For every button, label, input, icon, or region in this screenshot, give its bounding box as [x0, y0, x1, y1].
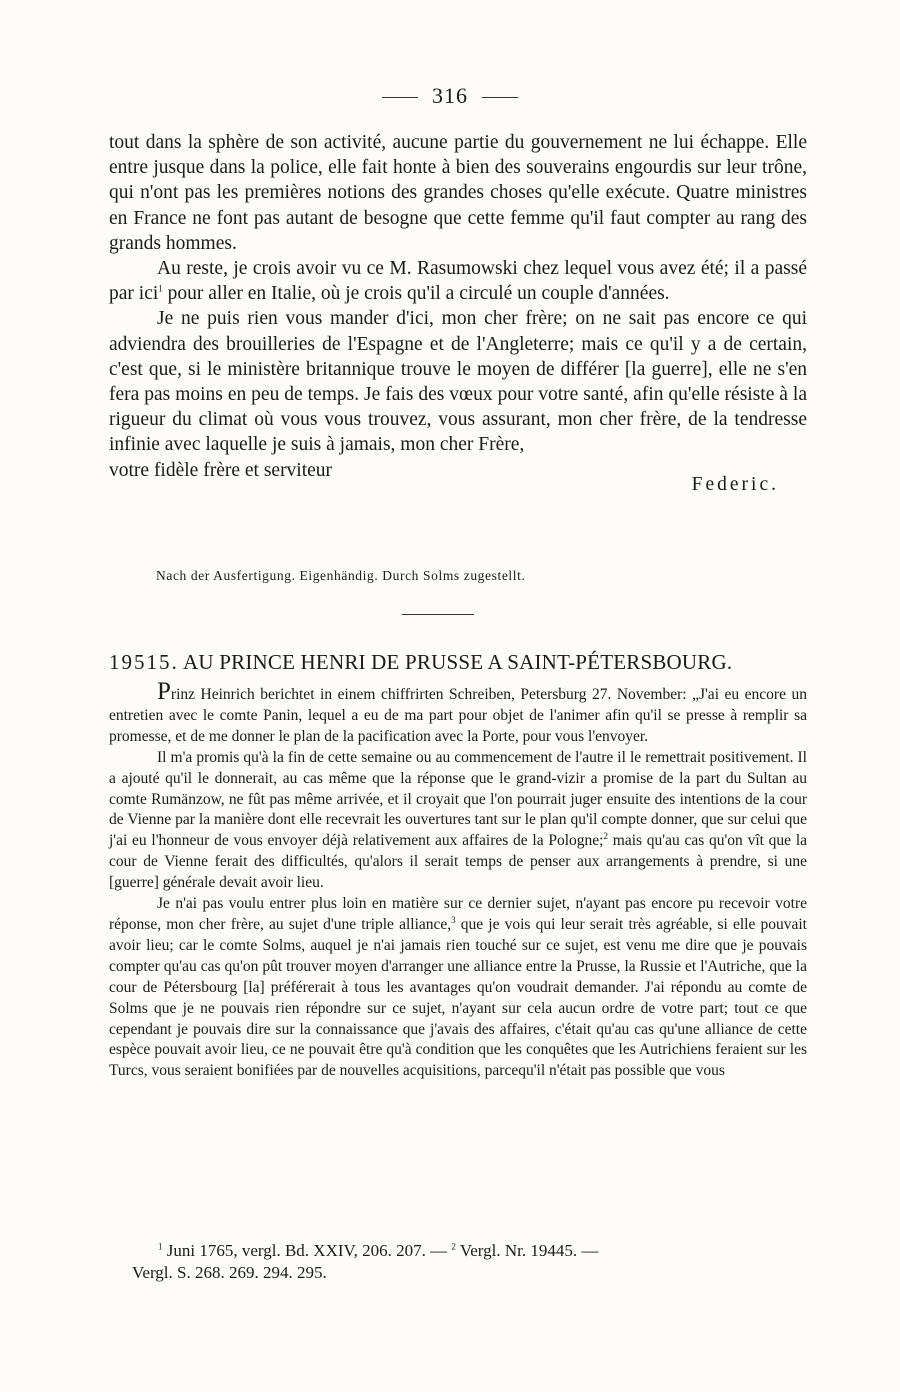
- report-paragraph-3-text-a: Je n'ai pas voulu entrer plus loin en matière sur ce dernier sujet, n'ayant pas encore pu recevoir votre réponse, mon cher frère, au sujet d'une triple alliance,: [109, 895, 807, 933]
- document-number: 19515.: [109, 650, 179, 674]
- footnote-mark: 2: [451, 1241, 456, 1252]
- footnote-mark: 2: [603, 831, 608, 842]
- footnotes: [132, 1240, 812, 1284]
- report-body: [109, 678, 808, 1082]
- report-paragraph-2-text-a: Il m'a promis qu'à la fin de cette semaine ou au commencement de l'autre il le remettrait positivement. Il a ajouté qu'il le donnerait, au cas même que la réponse que le grand-vizir a promise de la part du Sultan au comte Rumänzow, ne fût pas même arrivée, et il croyait que l'on pourrait juger ensuite des intentions de la cour de Vienne par la manière dont elle recevrait les ouvertures tant sur le plan qu'il compte donner, que sur celui que j'ai eu l'honneur de vous envoyer déjà relativement aux affaires de la Pologne;: [109, 748, 807, 850]
- header-dash-right: [482, 97, 518, 98]
- letter-paragraph-2-text-a: Au reste, je crois avoir vu ce M. Rasumowski chez lequel vous avez été; il a passé par ici: [109, 258, 807, 305]
- footnote-mark: 1: [158, 1241, 163, 1252]
- section-separator: [402, 614, 474, 615]
- report-paragraph-3: [109, 894, 807, 1082]
- closing-row: [109, 458, 807, 495]
- report-paragraph-1-text: rinz Heinrich berichtet in einem chiffrirten Schreiben, Petersburg 27. November: „J'ai eu encore un entretien avec le comte Panin, lequel a eu de ma part pour objet de l'animer afin qu'il se presse à remplir sa promesse, et de me donner le plan de la pacification avec la Porte, pour vous l'envoyer.: [109, 686, 807, 745]
- letter-paragraph-1: tout dans la sphère de son activité, aucune partie du gouvernement ne lui échappe. Elle entre jusque dans la police, elle fait honte à bien des souverains engourdis sur leur trône, qui n'ont pas les premières notions des grandes choses qu'elle exécute. Quatre ministres en France ne font pas autant de besogne que cette femme qu'il faut compter au rang des grands hommes.: [109, 132, 807, 254]
- page-header: [0, 83, 900, 109]
- letter-paragraph-3: Je ne puis rien vous mander d'ici, mon cher frère; on ne sait pas encore ce qui adviendra des brouilleries de l'Espagne et de l'Angleterre; mais ce qu'il y a de certain, c'est que, si le ministère britannique trouve le moyen de différer [la guerre], elle ne s'en fera pas moins en peu de temps. Je fais des vœux pour votre santé, afin qu'elle résiste à la rigueur du climat où vous vous trouvez, vous assurant, mon cher frère, de la tendresse infinie avec laquelle je suis à jamais, mon cher Frère,: [109, 308, 807, 456]
- report-paragraph-1: [109, 678, 807, 748]
- drop-cap: P: [157, 678, 171, 705]
- letter-paragraph-2-text-b: pour aller en Italie, où je crois qu'il a circulé un couple d'années.: [162, 283, 670, 305]
- letter-body: [109, 130, 807, 495]
- letter-signature: Federic.: [691, 473, 779, 495]
- source-note: Nach der Ausfertigung. Eigenhändig. Durch Solms zugestellt.: [156, 568, 526, 583]
- footnote-mark: 3: [451, 914, 456, 925]
- footnote-mark: 1: [158, 283, 163, 294]
- footnote-2-text: Vergl. Nr. 19445. —: [459, 1241, 599, 1260]
- report-paragraph-3-text-b: que je vois qui leur serait très agréable, si elle pouvait avoir lieu; car le comte Solms, auquel je n'ai jamais rien touché sur ce sujet, est venu me dire que je pouvais compter qu'au cas qu'on pût trouver moyen d'arranger une alliance entre la Prusse, la Russie et l'Autriche, que la cour de Pétersbourg [la] préférerait à tous les avantages qu'on voudrait demander. J'ai répondu au comte de Solms que je ne pouvais rien répondre sur ce sujet, n'ayant sur cela aucun ordre de votre part; tout ce que cependant je pouvais dire sur la connaissance que j'avais des affaires, c'était qu'au cas qu'une alliance de cette espèce pouvait avoir lieu, ce ne pouvait être qu'à condition que les conquêtes que les Autrichiens feraient sur les Turcs, vous seraient bonifiées par de nouvelles acquisitions, parcequ'il n'était pas possible que vous: [109, 915, 807, 1080]
- footnote-line-1: [132, 1240, 812, 1262]
- report-paragraph-2-text-b: mais qu'au cas qu'on vît que la cour de Vienne ferait des difficultés, qu'alors il serait temps de penser aux arrangements à prendre, si une [guerre] générale devait avoir lieu.: [109, 832, 808, 892]
- header-dash-left: [382, 97, 418, 98]
- letter-paragraph-2: [109, 256, 807, 306]
- footnote-line-2: Vergl. S. 268. 269. 294. 295.: [132, 1263, 327, 1282]
- letter-closing: votre fidèle frère et serviteur: [109, 459, 333, 481]
- document-title: AU PRINCE HENRI DE PRUSSE A SAINT-PÉTERSBOURG.: [183, 650, 733, 674]
- report-paragraph-2: [109, 748, 807, 894]
- footnote-1-text: Juni 1765, vergl. Bd. XXIV, 206. 207. —: [166, 1241, 448, 1260]
- page-number: 316: [432, 83, 468, 108]
- document-heading: [109, 650, 807, 675]
